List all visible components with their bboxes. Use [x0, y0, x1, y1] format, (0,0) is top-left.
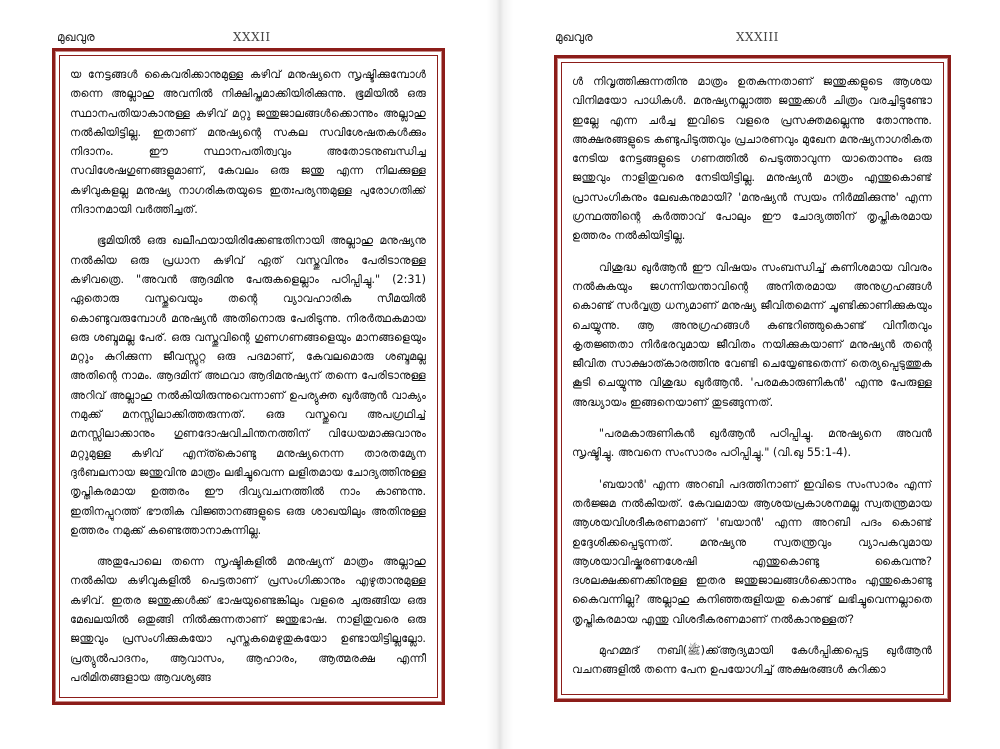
body-text	[70, 65, 426, 696]
book-gutter	[487, 0, 513, 749]
left-page	[0, 0, 487, 749]
paragraph: 'ബയാൻ' എന്ന അറബി പദത്തിനാണ് ഇവിടെ സംസാരം എന്ന് തർജ്ജമ നൽകിയത്. കേവലമായ ആശയപ്രകാശനമല്ല സ്വതന്ത്രമായ ആശയവിശദീകരണമാണ് 'ബയാൻ' എന്ന അറബി പദം കൊണ്ട് ഉദ്ദേശിക്കപ്പെടുന്നത്. മനുഷ്യനു സ്വതന്ത്രവും വ്യാപകവുമായ ആശയാവിഷ്കരണശേഷി എന്തുകൊണ്ടു കൈവന്നു? ദശലക്ഷക്കണക്കിനുള്ള ഇതര ജന്തുജാലങ്ങൾക്കൊന്നും എന്തുകൊണ്ടു കൈവന്നില്ല? അല്ലാഹു കനിഞ്ഞരുളിയതു കൊണ്ട് ലഭിച്ചുവെന്നല്ലാതെ തൃപ്തികരമായ എന്തു വിശദീകരണമാണ് നൽകാനുള്ളത്?	[572, 477, 932, 626]
page-number: XXXII	[233, 30, 271, 44]
quotation: "പരമകാരുണികൻ ഖുർആൻ പഠിപ്പിച്ചു. മനുഷ്യനെ അവൻ സൃഷ്ടിച്ചു. അവനെ സംസാരം പഠിപ്പിച്ചു." (വി.ഖു 55:1-4).	[572, 427, 932, 460]
paragraph: അതുപോലെ തന്നെ സൃഷ്ടികളിൽ മനുഷ്യന് മാത്രം അല്ലാഹു നൽകിയ കഴിവുകളിൽ പെട്ടതാണ് പ്രസംഗിക്കാനും എഴുതാനുമുള്ള കഴിവ്. ഇതര ജന്തുക്കൾക്ക് ഭാഷയുണ്ടെങ്കിലും വളരെ ചുരുങ്ങിയ ഒരു മേഖലയിൽ ഒതുങ്ങി നിൽക്കുന്നതാണ് ജന്തുഭാഷ. നാളിതുവരെ ഒരു ജന്തുവും പ്രസംഗിക്കുകയോ പുസ്തകമെഴുതുകയോ ഉണ്ടായിട്ടില്ലല്ലോ. പ്രത്യുൽപാദനം, ആവാസം, ആഹാരം, ആത്മരക്ഷ എന്നീ പരിമിതങ്ങളായ ആവശ്യങ്ങ	[70, 555, 426, 684]
paragraph: മുഹമ്മദ് നബി(ﷺ)ക്ക്ആദ്യമായി കേൾപ്പിക്കപ്പെട്ട ഖുർആൻ വചനങ്ങളിൽ തന്നെ പേന ഉപയോഗിച്ച് അക്ഷരങ്ങൾ കുറിക്കാ	[572, 644, 932, 677]
paragraph: ൾ നിവൃത്തിക്കുന്നതിനു മാത്രം ഉതകുന്നതാണ് ജന്തുക്കളുടെ ആശയ വിനിമയോ പാധികൾ. മനുഷ്യനല്ലാത്ത ജന്തുക്കൾ ചിത്രം വരച്ചിട്ടുണ്ടോ ഇല്ലേ എന്ന ചർച്ച ഇവിടെ വളരെ പ്രസക്തമല്ലെന്നു തോന്നുന്നു. അക്ഷരങ്ങളുടെ കണ്ടുപിടുത്തവും പ്രചാരണവും മുഖേന മനുഷ്യനാഗരികത നേടിയ നേട്ടങ്ങളുടെ ഗണത്തിൽ പെടുത്താവുന്ന യാതൊന്നും ഒരു ജന്തുവും നാളിതുവരെ നേടിയിട്ടില്ല. മനുഷ്യൻ മാത്രം എന്തുകൊണ്ട് പ്രാസംഗികനും ലേഖകനുമായി? 'മനുഷ്യൻ സ്വയം നിർമ്മിക്കുന്നു' എന്ന ഗ്രന്ഥത്തിന്റെ കർത്താവ് പോലും ഈ ചോദ്യത്തിന് തൃപ്തികരമായ ഉത്തരം നൽകിയിട്ടില്ല.	[572, 75, 932, 243]
running-head: മുഖവുര	[57, 30, 95, 44]
paragraph: ഭൂമിയിൽ ഒരു ഖലീഫയായിരിക്കേണ്ടതിനായി അല്ലാഹു മനുഷ്യനു നൽകിയ ഒരു പ്രധാന കഴിവ് ഏത് വസ്തുവിനും പേരിടാനുള്ള കഴിവത്രെ. "അവൻ ആദമിനു പേരുകളെല്ലാം പഠിപ്പിച്ചു." (2:31) ഏതൊരു വസ്തുവെയും തന്റെ വ്യാവഹാരിക സീമയിൽ കൊണ്ടുവരുമ്പോൾ മനുഷ്യൻ അതിനൊരു പേരിടുന്നു. നിരർത്ഥകമായ ഒരു ശബ്ദമല്ല പേര്. ഒരു വസ്തുവിന്റെ ഗുണഗണങ്ങളെയും മാനങ്ങളെയും മറ്റും കുറിക്കുന്ന ജീവസ്സുറ്റ ഒരു പദമാണ്, കേവലമൊരു ശബ്ദമല്ല അതിന്റെ നാമം. ആദമിന് അഥവാ ആദിമനുഷ്യന് തന്നെ പേരിടാനുള്ള അറിവ് അല്ലാഹു നൽകിയിരുന്നുവെന്നാണ് ഉപര്യുക്ത ഖുർആൻ വാക്യം നമുക്ക് മനസ്സിലാക്കിത്തരുന്നത്. ഒരു വസ്തുവെ അപഗ്രഥിച്ച് മനസ്സിലാക്കാനും ഗുണദോഷവിചിന്തനത്തിന് വിധേയമാക്കുവാനും മറ്റുമുള്ള കഴിവ് എന്ത്കൊണ്ടു മനുഷ്യനെന്ന താരതമ്യേന ദുർബലനായ ജന്തുവിനു മാത്രം ലഭിച്ചുവെന്ന ലളിതമായ ചോദ്യത്തിനുള്ള തൃപ്തികരമായ ഉത്തരം ഈ ദിവ്യവചനത്തിൽ നാം കാണുന്നു. ഇതിനപ്പുറത്ത് ഭൗതിക വിജ്ഞാനങ്ങളുടെ ഒരു ശാഖയിലും അതിനുള്ള ഉത്തരം നമുക്ക് കണ്ടെത്താനാകുന്നില്ല.	[70, 234, 426, 537]
paragraph: യ നേട്ടങ്ങൾ കൈവരിക്കാനുമുള്ള കഴിവ് മനുഷ്യനെ സൃഷ്ടിക്കുമ്പോൾ തന്നെ അല്ലാഹു അവനിൽ നിക്ഷിപ്തമാക്കിയിരിക്കുന്നു. ഭൂമിയിൽ ഒരു സ്ഥാനപതിയാകാനുള്ള കഴിവ് മറ്റു ജന്തുജാലങ്ങൾക്കൊന്നും അല്ലാഹു നൽകിയിട്ടില്ല. ഇതാണ് മനുഷ്യന്റെ സകല സവിശേഷതകൾക്കും നിദാനം. ഈ സ്ഥാനപതിത്വവും അതോടനുബന്ധിച്ച സവിശേഷഗുണങ്ങളുമാണ്, കേവലം ഒരു ജന്തു എന്ന നിലക്കുള്ള കഴിവുകളല്ല മനുഷ്യ നാഗരികതയുടെ ഇതഃപര്യന്തമുള്ള പുരോഗതിക്ക് നിദാനമായി വർത്തിച്ചത്.	[70, 68, 426, 217]
body-text	[572, 72, 932, 693]
running-head: മുഖവുര	[555, 30, 593, 44]
text-frame	[52, 48, 445, 705]
text-frame	[554, 55, 951, 702]
paragraph: വിശുദ്ധ ഖുർആൻ ഈ വിഷയം സംബന്ധിച്ച് കണിശമായ വിവരം നൽകുകയും ജഗന്നിയന്താവിന്റെ അനിതരമായ അനുഗ്രഹങ്ങൾ കൊണ്ട് സർവ്വത്ര ധന്യമാണ് മനുഷ്യ ജീവിതമെന്ന് ചൂണ്ടിക്കാണിക്കുകയും ചെയ്യുന്നു. ആ അനുഗ്രഹങ്ങൾ കണ്ടറിഞ്ഞുകൊണ്ട് വിനീതവും കൃതജ്ഞതാ നിർഭരവുമായ ജീവിതം നയിക്കുകയാണ് മനുഷ്യൻ തന്റെ ജീവിത സാക്ഷാത്കാരത്തിനു വേണ്ടി ചെയ്യേണ്ടതെന്ന് തെര്യപ്പെടുത്തുക കൂടി ചെയ്യുന്നു വിശുദ്ധ ഖുർആൻ. 'പരമകാരുണികൻ' എന്നു പേരുള്ള അദ്ധ്യായം ഇങ്ങനെയാണ് തുടങ്ങുന്നത്.	[572, 260, 932, 409]
page-number: XXXIII	[736, 30, 779, 44]
right-page	[513, 0, 1000, 749]
